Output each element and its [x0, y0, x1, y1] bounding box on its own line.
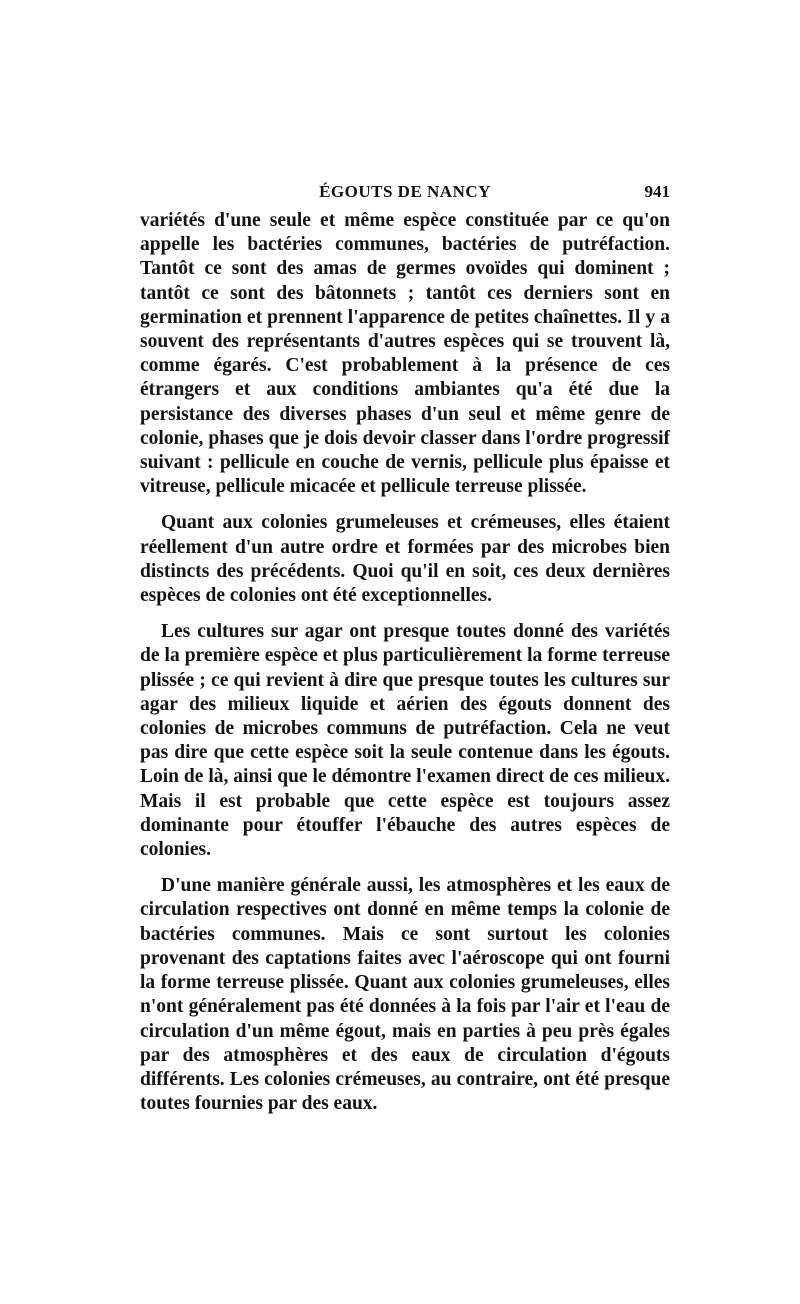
- paragraph-3: Les cultures sur agar ont presque toutes donné des variétés de la première espèce et plus particulièrement la forme terreuse plissée ; ce qui revient à dire que presque toutes les cultures sur agar des milieux liquide et aérien des égouts donnent des colonies de microbes communs de putréfaction. Cela ne veut pas dire que cette espèce soit la seule contenue dans les égouts. Loin de là, ainsi que le démontre l'examen direct de ces milieux. Mais il est probable que cette espèce est toujours assez dominante pour étouffer l'ébauche des autres espèces de colonies.: [140, 621, 670, 861]
- body-text: [140, 209, 670, 1116]
- paragraph-2: Quant aux colonies grumeleuses et crémeuses, elles étaient réellement d'un autre ordre et formées par des microbes bien distincts des précédents. Quoi qu'il en soit, ces deux dernières espèces de colonies ont été exceptionnelles.: [140, 512, 670, 607]
- running-title: ÉGOUTS DE NANCY: [319, 182, 491, 201]
- page-number: 941: [644, 182, 670, 201]
- running-head: [140, 180, 670, 204]
- paragraph-1: variétés d'une seule et même espèce constituée par ce qu'on appelle les bactéries communes, bactéries de putréfaction. Tantôt ce sont des amas de germes ovoïdes qui dominent ; tantôt ce sont des bâtonnets ; tantôt ces derniers sont en germination et prennent l'apparence de petites chaînettes. Il y a souvent des représentants d'autres espèces qui se trouvent là, comme égarés. C'est probablement à la présence de ces étrangers et aux conditions ambiantes qu'a été due la persistance des diverses phases d'un seul et même genre de colonie, phases que je dois devoir classer dans l'ordre progressif suivant : pellicule en couche de vernis, pellicule plus épaisse et vitreuse, pellicule micacée et pellicule terreuse plissée.: [140, 210, 670, 498]
- paragraph-4: D'une manière générale aussi, les atmosphères et les eaux de circulation respectives ont donné en même temps la colonie de bactéries communes. Mais ce sont surtout les colonies provenant des captations faites avec l'aéroscope qui ont fourni la forme terreuse plissée. Quant aux colonies grumeleuses, elles n'ont généralement pas été données à la fois par l'air et l'eau de circulation d'un même égout, mais en parties à peu près égales par des atmosphères et des eaux de circulation d'égouts différents. Les colonies crémeuses, au contraire, ont été presque toutes fournies par des eaux.: [140, 875, 670, 1115]
